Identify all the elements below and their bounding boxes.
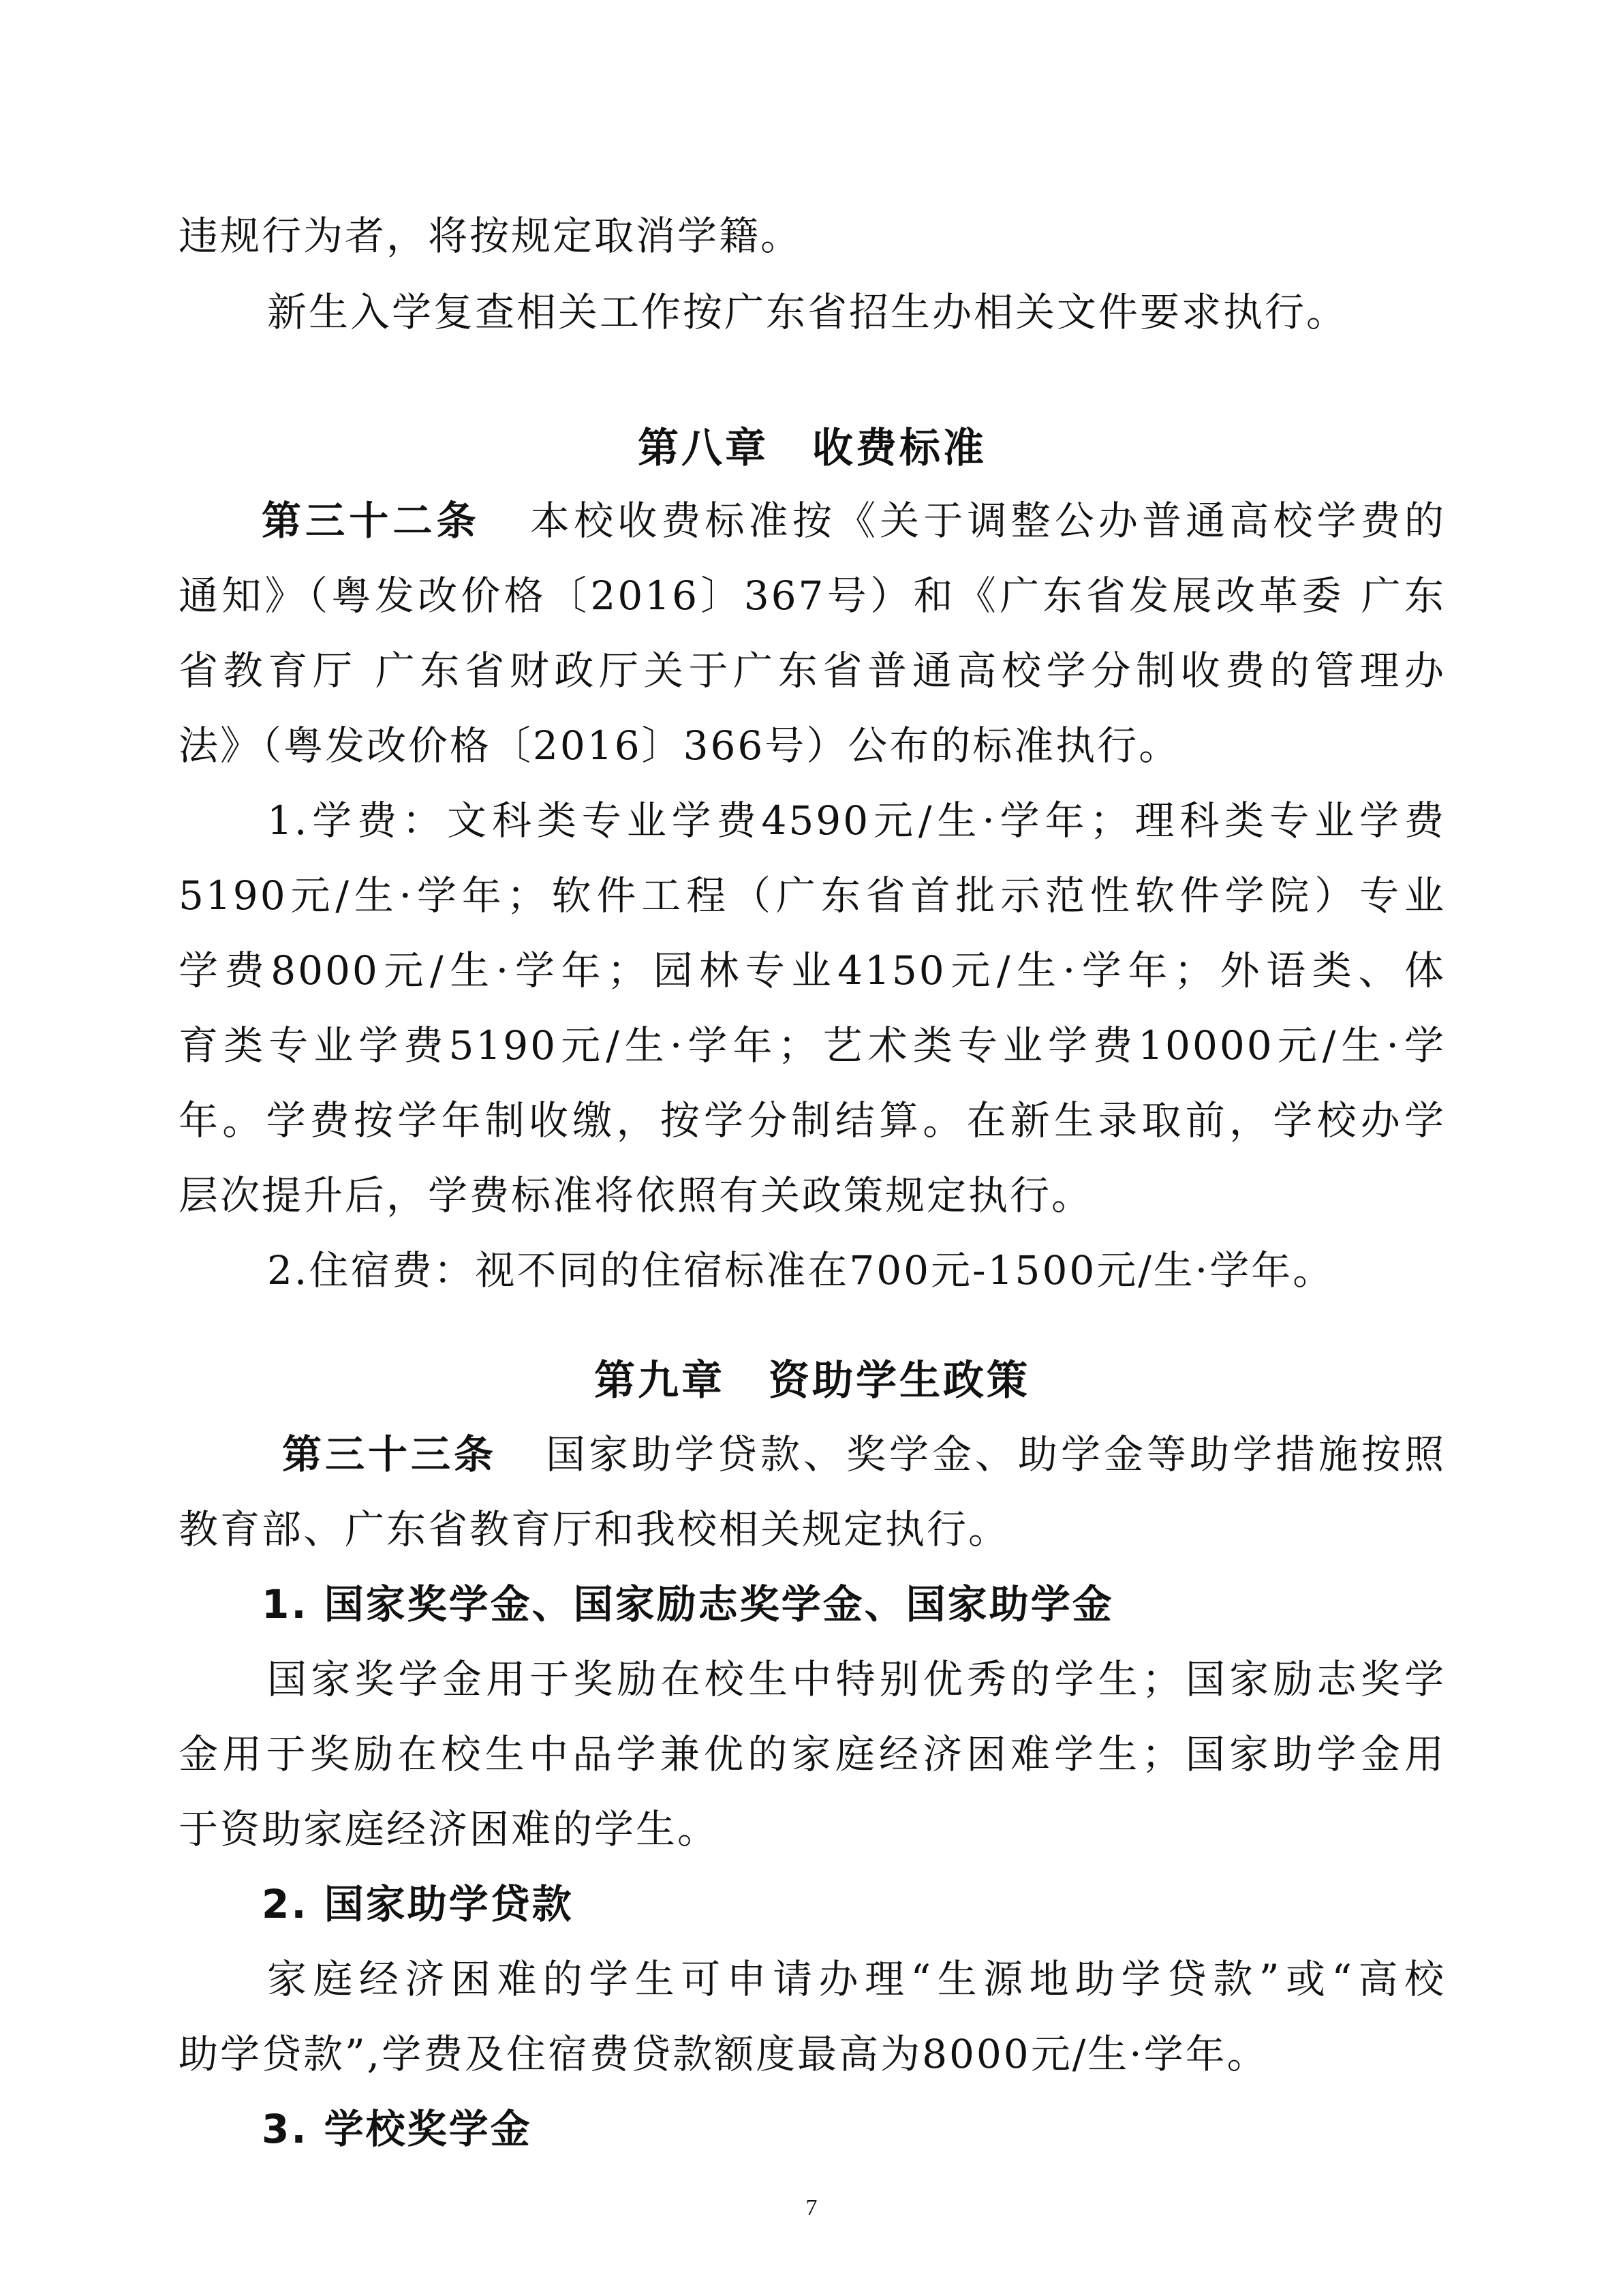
text-line: 助学贷款”,学费及住宿费贷款额度最高为8000元/生·学年。	[179, 2031, 1269, 2077]
text-line: 于资助家庭经济困难的学生。	[179, 1806, 720, 1852]
text-line: 育类专业学费5190元/生·学年；艺术类专业学费10000元/生·学	[179, 1022, 1446, 1069]
text-line: 国家奖学金用于奖励在校生中特别优秀的学生；国家励志奖学	[267, 1656, 1446, 1702]
text-line: 家庭经济困难的学生可申请办理“生源地助学贷款”或“高校	[267, 1956, 1446, 2002]
article-32-label: 第三十二条	[262, 498, 480, 544]
text-line: 学费8000元/生·学年；园林专业4150元/生·学年；外语类、体	[179, 947, 1446, 994]
text-line: 新生入学复查相关工作按广东省招生办相关文件要求执行。	[267, 289, 1348, 335]
chapter-9-heading: 第九章 资助学生政策	[594, 1357, 1030, 1405]
text-line: 省教育厅 广东省财政厅关于广东省普通高校学分制收费的管理办	[179, 647, 1446, 694]
accommodation-line: 2.住宿费：视不同的住宿标准在700元-1500元/生·学年。	[267, 1247, 1335, 1294]
article-33-label: 第三十三条	[282, 1431, 497, 1478]
chapter-8-heading: 第八章 收费标准	[638, 425, 987, 472]
article-32-text: 本校收费标准按《关于调整公办普通高校学费的	[527, 498, 1446, 544]
text-line: 教育部、广东省教育厅和我校相关规定执行。	[179, 1506, 1010, 1552]
article-32-first-line	[262, 496, 1446, 545]
page-number: 7	[805, 2195, 818, 2220]
subsection-2-title: 2. 国家助学贷款	[262, 1881, 574, 1927]
text-line: 通知》（粤发改价格〔2016〕367号）和《广东省发展改革委 广东	[179, 572, 1446, 619]
subsection-3-title: 3. 学校奖学金	[262, 2106, 532, 2152]
article-33-text: 国家助学贷款、奖学金、助学金等助学措施按照	[544, 1431, 1446, 1478]
text-line: 层次提升后，学费标准将依照有关政策规定执行。	[179, 1172, 1094, 1219]
text-line: 法》（粤发改价格〔2016〕366号）公布的标准执行。	[179, 722, 1181, 769]
text-line: 5190元/生·学年；软件工程（广东省首批示范性软件学院）专业	[179, 872, 1446, 919]
article-33-first-line	[282, 1430, 1446, 1479]
tuition-line: 1.学费：文科类专业学费4590元/生·学年；理科类专业学费	[267, 797, 1446, 844]
text-line: 金用于奖励在校生中品学兼优的家庭经济困难学生；国家助学金用	[179, 1731, 1446, 1777]
text-line: 违规行为者，将按规定取消学籍。	[179, 213, 803, 259]
text-line: 年。学费按学年制收缴，按学分制结算。在新生录取前，学校办学	[179, 1097, 1446, 1144]
subsection-1-title: 1. 国家奖学金、国家励志奖学金、国家助学金	[262, 1581, 1114, 1627]
